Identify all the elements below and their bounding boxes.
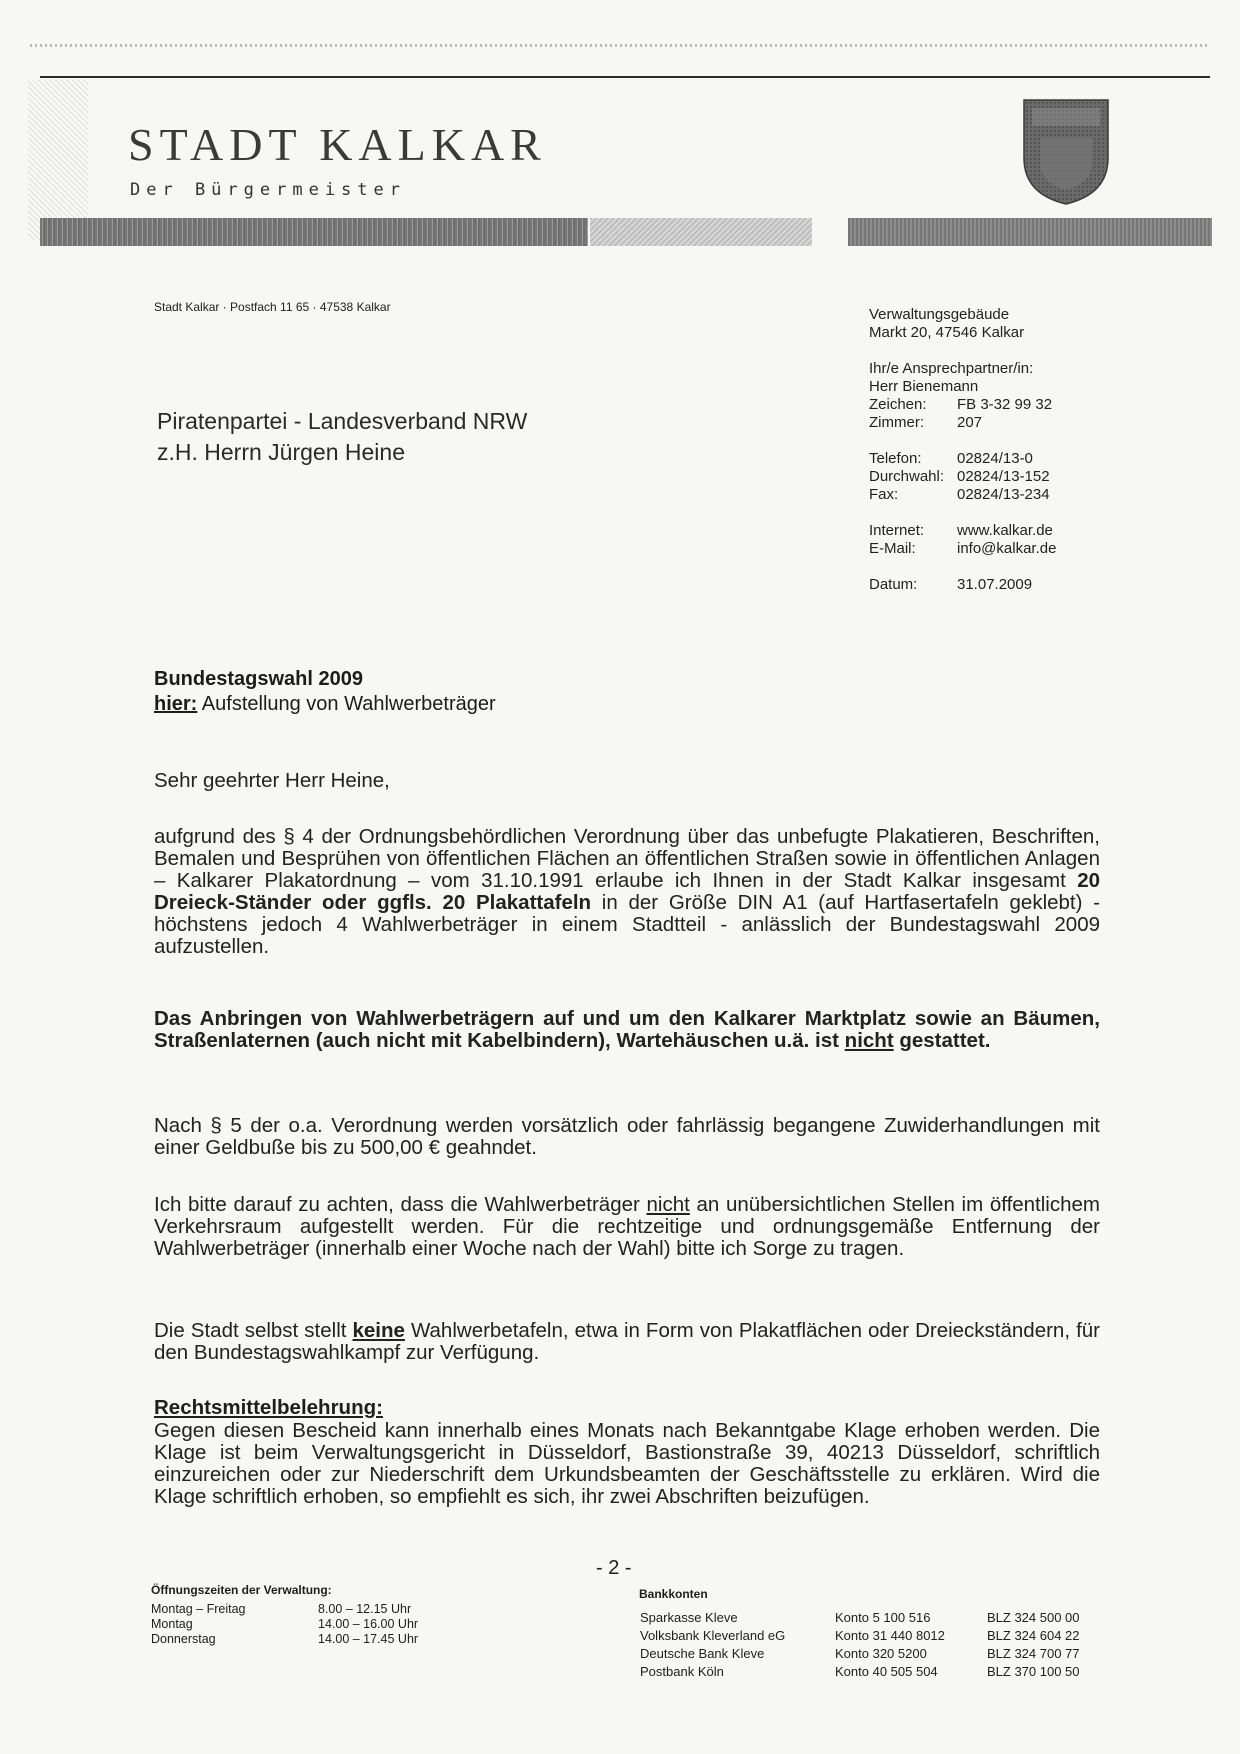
letterhead-band-left: [40, 218, 588, 246]
opening-hours-title: Öffnungszeiten der Verwaltung:: [151, 1583, 332, 1597]
bank-konto: Konto 5 100 516: [835, 1610, 931, 1625]
sender-return-address: Stadt Kalkar · Postfach 11 65 · 47538 Kalkar: [154, 300, 391, 314]
page-number: - 2 -: [596, 1557, 632, 1579]
opening-hours-row: [151, 1617, 418, 1632]
letterhead-band-right: [848, 218, 1212, 246]
rechtsmittel-heading: Rechtsmittelbelehrung:: [154, 1396, 383, 1419]
paragraph-fine: Nach § 5 der o.a. Verordnung werden vorsätzlich oder fahrlässig begangene Zuwiderhandlungen mit einer Geldbuße bis zu 500,00 € geahndet.: [154, 1114, 1100, 1159]
paragraph-permission-text-1: aufgrund des § 4 der Ordnungsbehördlichen Verordnung über das unbefugte Plakatieren, Beschriften, Bemalen und Besprühen von öffentlichen Flächen an öffentlichen Straßen sowie in öffentlichen Anlagen – Kalkarer Plakatordnung – vom 31.10.1991 erlaube ich Ihnen in der Stadt Kalkar insgesamt: [154, 825, 1100, 892]
contact-label: Ihr/e Ansprechpartner/in:: [869, 360, 1034, 377]
fax-label: Fax:: [869, 486, 899, 503]
datum-value: 31.07.2009: [957, 576, 1033, 593]
zeichen-label: Zeichen:: [869, 396, 927, 413]
letterhead-rule: [40, 76, 1210, 78]
paragraph-placement-text-1: Ich bitte darauf zu achten, dass die Wahlwerbeträger: [154, 1193, 647, 1216]
paragraph-prohibition-underlined: nicht: [844, 1029, 894, 1052]
zimmer-value: 207: [957, 414, 983, 431]
bank-account-row: [640, 1627, 1080, 1645]
paragraph-placement-text-2: an unübersichtlichen Stellen im öffentlichem Verkehrsraum aufgestellt werden. Für die rechtzeitige und ordnungsgemäße Entfernung der Wahlwerbeträger (innerhalb einer Woche nach der Wahl) bitte ich Sorge zu tragen.: [154, 1193, 1100, 1260]
recipient-line-1: Piratenpartei - Landesverband NRW: [157, 408, 528, 434]
bank-name: Postbank Köln: [640, 1664, 724, 1679]
city-crest-icon: [1022, 98, 1110, 206]
letter-subject: [154, 667, 496, 717]
bank-name: Sparkasse Kleve: [640, 1610, 738, 1625]
paragraph-no-boards: [154, 1320, 1100, 1364]
subject-line-2-text: Aufstellung von Wahlwerbeträger: [197, 693, 496, 715]
telefon-row: [869, 450, 1056, 468]
paragraph-prohibition-text-1: Das Anbringen von Wahlwerbeträgern auf und um den Kalkarer Marktplatz sowie an Bäumen, Straßenlaternen (auch nicht mit Kabelbindern), Wartehäuschen u.ä. ist: [154, 1007, 1100, 1052]
fax-value: 02824/13-234: [957, 486, 1050, 503]
durchwahl-value: 02824/13-152: [957, 468, 1050, 485]
salutation: Sehr geehrter Herr Heine,: [154, 769, 390, 792]
bank-blz: BLZ 324 604 22: [987, 1628, 1080, 1643]
bank-blz: BLZ 324 700 77: [987, 1646, 1080, 1661]
bank-konto: Konto 320 5200: [835, 1646, 927, 1661]
paragraph-permission-text-2: in der Größe DIN A1 (auf Hartfasertafeln geklebt) - höchstens jedoch 4 Wahlwerbeträger in einem Stadtteil - anlässlich der Bundestagswahl 2009 aufzustellen.: [154, 891, 1100, 958]
email-row: [869, 540, 1056, 558]
telefon-label: Telefon:: [869, 450, 922, 467]
contact-name: Herr Bienemann: [869, 378, 979, 395]
bank-account-row: [640, 1645, 1080, 1663]
opening-hours-day: Montag: [151, 1617, 193, 1631]
recipient-address: [157, 406, 527, 468]
bank-name: Deutsche Bank Kleve: [640, 1646, 765, 1661]
email-label: E-Mail:: [869, 540, 916, 557]
opening-hours-row: [151, 1632, 418, 1647]
paragraph-prohibition: [154, 1008, 1100, 1052]
scan-speckle: [28, 80, 88, 240]
opening-hours-table: [151, 1602, 418, 1647]
paragraph-placement: [154, 1194, 1100, 1260]
paragraph-placement-underlined: nicht: [646, 1193, 690, 1216]
opening-hours-time: 14.00 – 16.00 Uhr: [318, 1617, 419, 1631]
internet-label: Internet:: [869, 522, 925, 539]
letterhead-subtitle: Der Bürgermeister: [130, 180, 406, 200]
durchwahl-label: Durchwahl:: [869, 468, 945, 485]
bank-account-row: [640, 1609, 1080, 1627]
fax-row: [869, 486, 1056, 504]
zeichen-value: FB 3-32 99 32: [957, 396, 1053, 413]
opening-hours-time: 8.00 – 12.15 Uhr: [318, 1602, 412, 1616]
internet-value: www.kalkar.de: [957, 522, 1053, 539]
durchwahl-row: [869, 468, 1056, 486]
zimmer-label: Zimmer:: [869, 414, 924, 431]
email-value: info@kalkar.de: [957, 540, 1057, 557]
bank-konto: Konto 40 505 504: [835, 1664, 938, 1679]
bank-blz: BLZ 370 100 50: [987, 1664, 1080, 1679]
zimmer-row: [869, 414, 1056, 432]
letterhead-band-middle: [590, 218, 812, 246]
scan-artifact-line: [30, 44, 1210, 47]
paragraph-no-boards-text-1: Die Stadt selbst stellt: [154, 1319, 353, 1342]
contact-info-block: [869, 306, 1056, 594]
bank-name: Volksbank Kleverland eG: [640, 1628, 786, 1643]
bank-accounts-table: [640, 1609, 1080, 1681]
bank-accounts-title: Bankkonten: [639, 1587, 708, 1601]
building-label: Verwaltungsgebäude: [869, 306, 1010, 323]
recipient-line-2: z.H. Herrn Jürgen Heine: [157, 439, 405, 465]
rechtsmittel-text: Gegen diesen Bescheid kann innerhalb eines Monats nach Bekanntgabe Klage erhoben werden. Die Klage ist beim Verwaltungsgericht in Düsseldorf, Bastionstraße 39, 40213 Düsseldorf, schriftlich einzureichen oder zur Niederschrift dem Urkundsbeamten der Geschäftsstelle zu erklären. Wird die Klage schriftlich erhoben, so empfiehlt es sich, ihr zwei Abschriften beizufügen.: [154, 1419, 1100, 1508]
datum-label: Datum:: [869, 576, 918, 593]
paragraph-prohibition-text-2: gestattet.: [893, 1029, 991, 1052]
building-address: Markt 20, 47546 Kalkar: [869, 324, 1025, 341]
bank-blz: BLZ 324 500 00: [987, 1610, 1080, 1625]
telefon-value: 02824/13-0: [957, 450, 1033, 467]
subject-line-2: [154, 692, 496, 717]
paragraph-permission-bold: 20 Dreieck-Ständer oder ggfls. 20 Plakattafeln: [154, 869, 1100, 914]
internet-row: [869, 522, 1056, 540]
subject-hier-label: hier:: [154, 693, 198, 715]
opening-hours-time: 14.00 – 17.45 Uhr: [318, 1632, 419, 1646]
paragraph-no-boards-text-2: Wahlwerbetafeln, etwa in Form von Plakatflächen oder Dreieckständern, für den Bundestagswahlkampf zur Verfügung.: [154, 1319, 1100, 1364]
bank-konto: Konto 31 440 8012: [835, 1628, 945, 1643]
opening-hours-row: [151, 1602, 418, 1617]
bank-account-row: [640, 1663, 1080, 1681]
paragraph-permission: [154, 826, 1100, 958]
opening-hours-day: Donnerstag: [151, 1632, 216, 1646]
datum-row: [869, 576, 1056, 594]
letterhead-title: STADT KALKAR: [128, 119, 547, 170]
zeichen-row: [869, 396, 1056, 414]
subject-line-1: Bundestagswahl 2009: [154, 668, 363, 690]
opening-hours-day: Montag – Freitag: [151, 1602, 246, 1616]
paragraph-no-boards-emphasis: keine: [352, 1319, 405, 1342]
